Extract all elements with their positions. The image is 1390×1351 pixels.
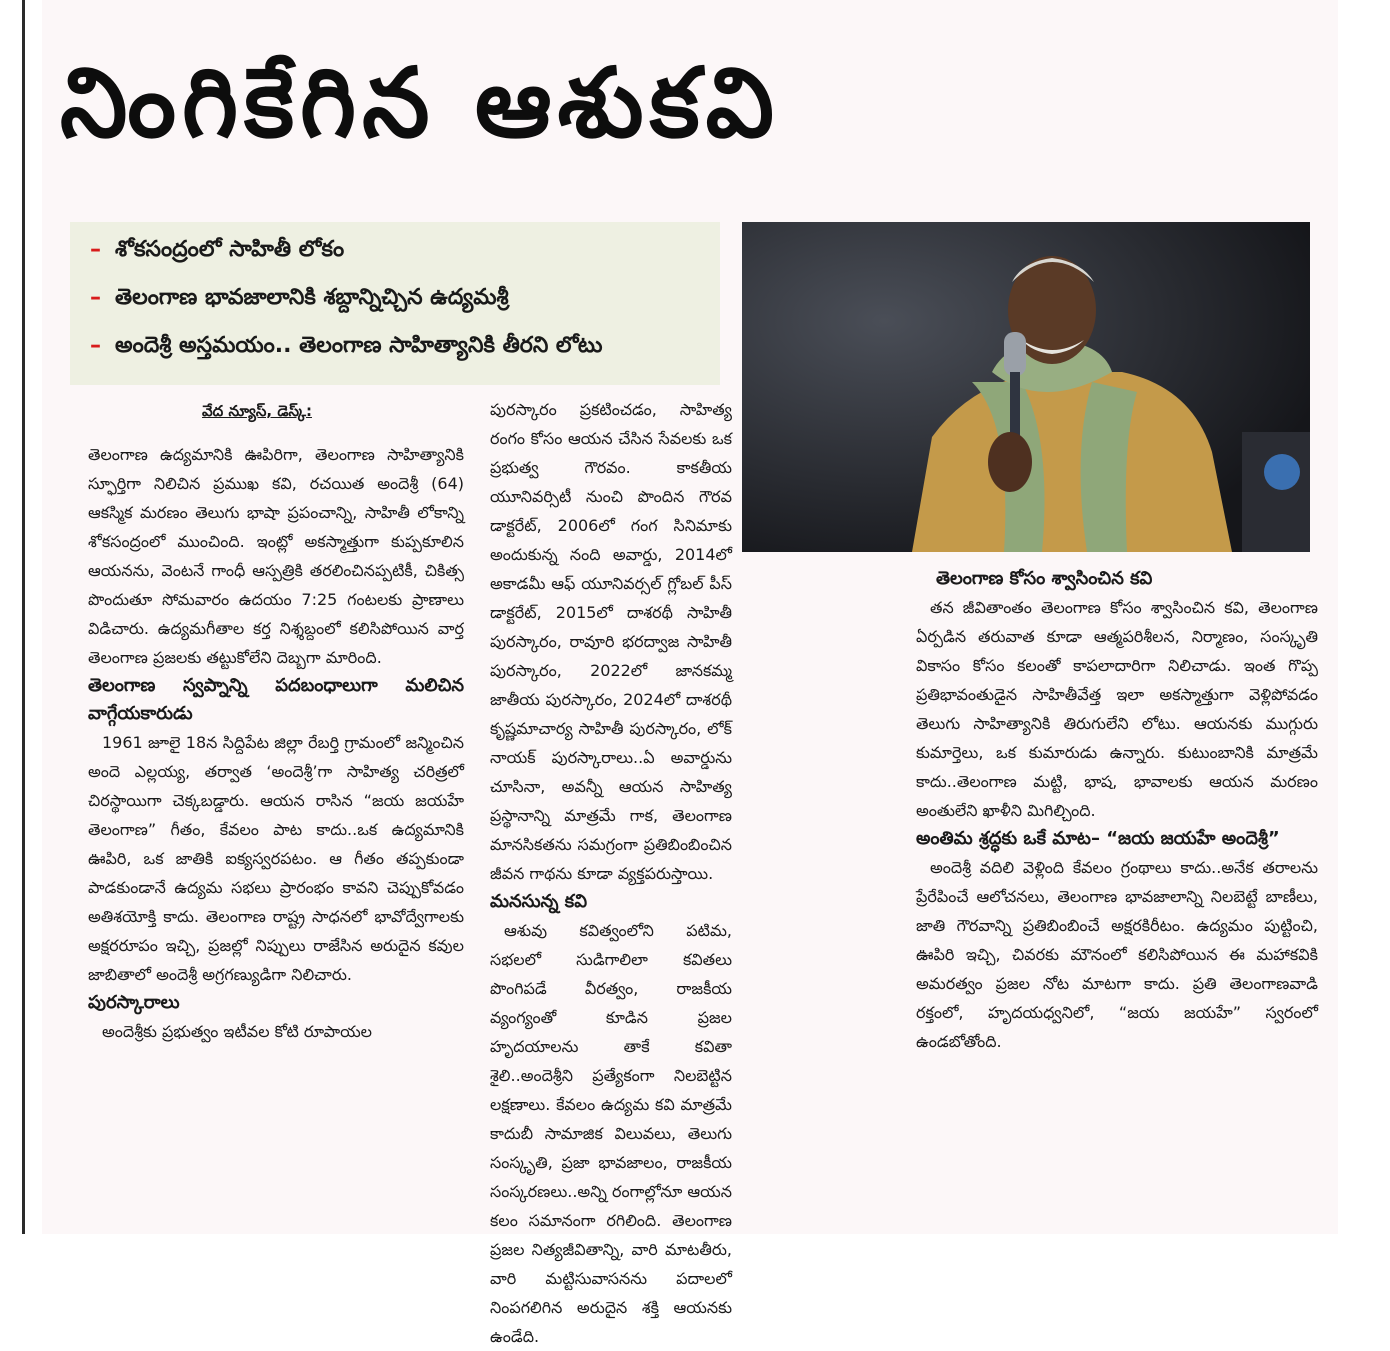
dash-bullet-icon: – <box>90 285 101 310</box>
paragraph: ఆశువు కవిత్వంలోని పటిమ, సభలలో సుడిగాలిలా కవితలు పొంగిపడే వీరత్వం, రాజకీయ వ్యంగ్యంతో కూడిన ప్రజల హృదయాలను తాకే కవితా శైలి..అందెశ్రీని ప్రత్యేకంగా నిలబెట్టిన లక్షణాలు. కేవలం ఉద్యమ కవి మాత్రమే కాదుబీ సామాజిక విలువలు, తెలుగు సంస్కృతి, ప్రజా భావజాలం, రాజకీయ సంస్కరణలు..అన్ని రంగాల్లోనూ ఆయన కలం సమానంగా రగిలింది. తెలంగాణ ప్రజల నిత్యజీవితాన్ని, వారి మాటతీరు, వారి మట్టిసువాసనను పదాలలో నింపగలిగిన అరుదైన శక్తి ఆయనకు ఉండేది. <box>490 921 732 1346</box>
paragraph: అందెశ్రీ వదిలి వెళ్లింది కేవలం గ్రంథాలు కాదు..అనేక తరాలను ప్రేరేపించే ఆలోచనలు, తెలంగాణ భావజాలాన్ని నిలబెట్టే బాణీలు, జాతి గౌరవాన్ని ప్రతిబింబించే అక్షరకిరీటం. ఉద్యమం పుట్టించి, ఊపిరి ఇచ్చి, చివరకు మౌనంలో కలిసిపోయిన ఈ మహాకవికి అమరత్వం ప్రజల నోట మాటగా కాదు. ప్రతి తెలంగాణవాడి రక్తంలో, హృదయధ్వనిలో, “జయ జయహే” స్వరంలో ఉండబోతోంది. <box>916 858 1318 1051</box>
dash-bullet-icon: – <box>90 237 101 262</box>
paragraph: తన జీవితాంతం తెలంగాణ కోసం శ్వాసించిన కవి, తెలంగాణ ఏర్పడిన తరువాత కూడా ఆత్మపరిశీలన, నిర్మాణం, సంస్కృతి వికాసం కోసం కలంతో కాపలాదారిగా నిలిచాడు. ఇంత గొప్ప ప్రతిభావంతుడైన సాహితీవేత్త ఇలా అకస్మాత్తుగా వెళ్లిపోవడం తెలుగు సాహిత్యానికి తిరుగులేని లోటు. ఆయనకు ముగ్గురు కుమార్తెలు, ఒక కుమారుడు ఉన్నారు. కుటుంబానికి మాత్రమే కాదు..తెలంగాణ మట్టి, భాష, భావాలకు ఆయన మరణం అంతులేని ఖాళీని మిగిల్చింది. <box>916 598 1318 820</box>
highlight-item: – తెలంగాణ భావజాలానికి శబ్దాన్నిచ్చిన ఉద్యమశ్రీ <box>90 285 509 310</box>
highlight-item: – శోకసంద్రంలో సాహితీ లోకం <box>90 237 345 262</box>
subheading: మనసున్న కవి <box>490 891 587 912</box>
dash-bullet-icon: – <box>90 333 101 358</box>
poet-photo <box>742 222 1310 552</box>
page-margin-rule <box>22 0 25 1234</box>
byline: వేద న్యూస్, డెస్క్: <box>202 402 312 420</box>
paragraph: పురస్కారం ప్రకటించడం, సాహిత్య రంగం కోసం ఆయన చేసిన సేవలకు ఒక ప్రభుత్వ గౌరవం. కాకతీయ యూనివర్సిటీ నుంచి పొందిన గౌరవ డాక్టరేట్, 2006లో గంగ సినిమాకు అందుకున్న నంది అవార్డు, 2014లో అకాడమీ ఆఫ్ యూనివర్సల్ గ్లోబల్ పీస్ డాక్టరేట్, 2015లో దాశరథీ సాహితీ పురస్కారం, రావూరి భరద్వాజ సాహితీ పురస్కారం, 2022లో జానకమ్మ జాతీయ పురస్కారం, 2024లో దాశరథీ కృష్ణమాచార్య సాహితీ పురస్కారం, లోక్ నాయక్ పురస్కారాలు..ఏ అవార్డును చూసినా, అవన్నీ ఆయన సాహిత్య ప్రస్థానాన్ని మాత్రమే గాక, తెలంగాణ మానసికతను సమగ్రంగా ప్రతిబింబించిన జీవన గాథను కూడా వ్యక్తపరుస్తాయి. <box>490 400 732 883</box>
article-column-1 <box>88 440 464 1230</box>
paragraph: తెలంగాణ ఉద్యమానికి ఊపిరిగా, తెలంగాణ సాహిత్యానికి స్ఫూర్తిగా నిలిచిన ప్రముఖ కవి, రచయిత అందెశ్రీ (64) ఆకస్మిక మరణం తెలుగు భాషా ప్రపంచాన్ని, సాహితీ లోకాన్ని శోకసంద్రంలో ముంచింది. ఇంట్లో అకస్మాత్తుగా కుప్పకూలిన ఆయనను, వెంటనే గాంధీ ఆస్పత్రికి తరలించినప్పటికీ, చికిత్స పొందుతూ సోమవారం ఉదయం 7:25 గంటలకు ప్రాణాలు విడిచారు. ఉద్యమగీతాల కర్త నిశ్శబ్దంలో కలిసిపోయిన వార్త తెలంగాణ ప్రజలకు తట్టుకోలేని దెబ్బగా మారింది. <box>88 445 464 667</box>
paragraph: అందెశ్రీకు ప్రభుత్వం ఇటీవల కోటి రూపాయల <box>102 1022 373 1041</box>
subheading: పురస్కారాలు <box>88 992 180 1013</box>
highlights-box <box>70 222 720 385</box>
headline: నింగికేగిన ఆశుకవి <box>60 47 780 159</box>
paragraph: 1961 జూలై 18న సిద్దిపేట జిల్లా రేబర్తి గ్రామంలో జన్మించిన అందె ఎల్లయ్య, తర్వాత ‘అందెశ్రీ’గా సాహిత్య చరిత్రలో చిరస్థాయిగా చెక్కబడ్డారు. ఆయన రాసిన “జయ జయహే తెలంగాణ” గీతం, కేవలం పాట కాదు..ఒక ఉద్యమానికి ఊపిరి, ఒక జాతికి ఐక్యస్వరపటం. ఆ గీతం తప్పకుండా పాడకుండానే ఉద్యమ సభలు ప్రారంభం కావని చెప్పుకోవడం అతిశయోక్తి కాదు. తెలంగాణ రాష్ట్ర సాధనలో భావోద్వేగాలకు అక్షరరూపం ఇచ్చి, ప్రజల్లో నిప్పులు రాజేసిన అరుదైన కవుల జాబితాలో అందెశ్రీ అగ్రగణ్యుడిగా నిలిచారు. <box>88 733 464 984</box>
article-column-3 <box>916 565 1318 1215</box>
subheading: అంతిమ శ్రద్ధకు ఒకే మాట– “జయ జయహే అందెశ్రీ” <box>916 828 1280 849</box>
article-column-2 <box>490 395 732 1346</box>
highlight-item: – అందెశ్రీ అస్తమయం.. తెలంగాణ సాహిత్యానికి తీరని లోటు <box>90 333 603 358</box>
subheading: తెలంగాణ కోసం శ్వాసించిన కవి <box>936 568 1153 589</box>
poet-photo-illustration <box>742 222 1310 552</box>
subheading: తెలంగాణ స్వప్నాన్ని పదబంధాలుగా మలిచిన వాగ్గేయకారుడు <box>88 675 464 724</box>
